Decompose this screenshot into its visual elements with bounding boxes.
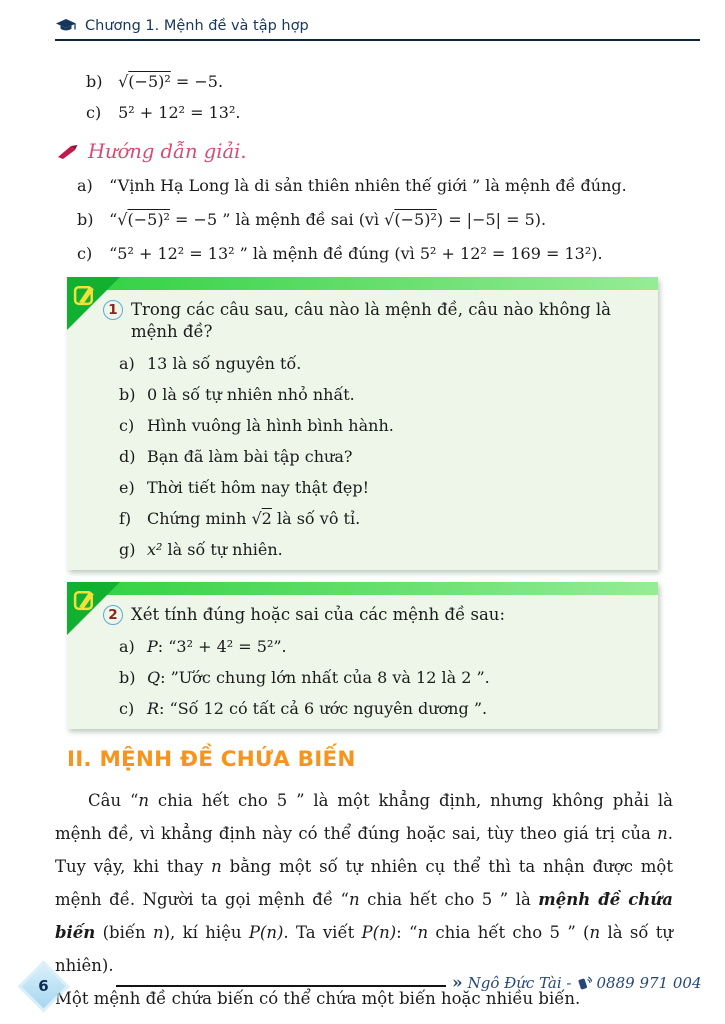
sqrt-sign: √: [251, 509, 262, 528]
page-number: 6: [38, 977, 49, 995]
section-heading: II. MỆNH ĐỀ CHỨA BIẾN: [67, 747, 356, 772]
radicand: (−5)²: [127, 210, 170, 229]
exercise-question: Xét tính đúng hoặc sai của các mệnh đề sau:: [131, 605, 505, 624]
exercise-item: [119, 353, 644, 374]
footer-marker: »: [452, 973, 463, 993]
math-variable: n: [589, 923, 601, 942]
item-text: : “3² + 4² = 5²”.: [157, 637, 287, 656]
exercise-1-question-row: [103, 299, 644, 343]
formula-rest: = −5.: [170, 72, 224, 91]
item-text: Hình vuông là hình bình hành.: [147, 416, 394, 435]
math-variable: P: [147, 637, 158, 656]
page-header: [55, 18, 700, 41]
math-expression: P(n): [361, 923, 397, 942]
math-expression: P(n): [248, 923, 284, 942]
guide-heading-text: Hướng dẫn giải.: [88, 140, 247, 163]
solution-line-a: [77, 175, 673, 197]
item-text: là số vô tỉ.: [271, 509, 361, 528]
item-label: b): [77, 210, 94, 229]
exercise-item: [119, 698, 644, 719]
solution-line-c: [77, 243, 673, 265]
exercise-item: [119, 477, 644, 498]
item-text: 0 là số tự nhiên nhỏ nhất.: [147, 385, 355, 404]
math-variable: n: [348, 890, 360, 909]
footer-credit: [452, 973, 702, 993]
intro-text: . Tuy vậy, khi thay: [55, 824, 673, 876]
solution-guide-heading: [57, 140, 673, 163]
solution-text: “Vịnh Hạ Long là di sản thiên nhiên thế giới ” là mệnh đề đúng.: [109, 176, 627, 195]
solution-text: “5² + 12² = 13² ” là mệnh đề đúng (vì 5² + 12² = 169 = 13²).: [109, 244, 603, 263]
recap-item-c: [86, 103, 673, 122]
math-variable: n: [417, 923, 429, 942]
item-text: Thời tiết hôm nay thật đẹp!: [147, 478, 370, 497]
exercise-item: [119, 446, 644, 467]
item-label: a): [119, 637, 135, 656]
footer-rule: [116, 985, 446, 987]
page-content: [55, 60, 673, 1015]
item-text: : “Số 12 có tất cả 6 ước nguyên dương ”.: [159, 699, 488, 718]
page-number-diamond: [22, 965, 66, 1009]
pencil-badge-icon: [72, 586, 99, 613]
exercise-2-question-row: [103, 604, 644, 626]
intro-text: ), kí hiệu: [163, 923, 249, 942]
intro-text: là số tự nhiên).: [55, 923, 673, 975]
credit-phone: 0889 971 004: [596, 974, 702, 992]
graduation-cap-icon: [55, 18, 77, 34]
pencil-badge-icon: [72, 281, 99, 308]
sqrt-sign: √: [117, 210, 128, 229]
exercise-box-2: [67, 582, 658, 729]
radicand: (−5)²: [394, 210, 437, 229]
credit-name: Ngô Đức Tài -: [467, 974, 572, 992]
box-top-bar: [67, 277, 658, 290]
item-text: Chứng minh: [147, 509, 252, 528]
item-label: g): [119, 540, 136, 559]
term-emphasis: mệnh đề chứa biến: [55, 890, 673, 942]
pen-nib-icon: [57, 144, 79, 160]
intro-paragraph-2: Một mệnh đề chứa biến có thể chứa một biến hoặc nhiều biến.: [55, 989, 581, 1008]
formula-text: 5² + 12² = 13².: [118, 103, 241, 122]
exercise-box-1: [67, 277, 658, 570]
item-label: d): [119, 447, 136, 466]
exercise-item: [119, 384, 644, 405]
math-variable: Q: [147, 668, 161, 687]
math-variable: n: [152, 923, 164, 942]
intro-text: chia hết cho 5 ” là một khẳng định, nhưng không phải là mệnh đề, vì khẳng định này có thể đúng hoặc sai, tùy theo giá trị của: [55, 791, 673, 843]
phone-icon: [577, 976, 592, 991]
item-label: b): [119, 385, 136, 404]
exercise-item: [119, 667, 644, 688]
math-variable: n: [138, 791, 150, 810]
exercise-number-badge: 2: [103, 605, 123, 625]
exercise-item: [119, 539, 644, 560]
item-text: 13 là số nguyên tố.: [147, 354, 302, 373]
intro-text: bằng một số tự nhiên cụ thể thì ta nhận được một mệnh đề. Người ta gọi mệnh đề “: [55, 857, 673, 909]
sqrt-sign: √: [118, 72, 129, 91]
item-label: c): [119, 416, 135, 435]
solution-text: ) = |−5| = 5).: [436, 210, 547, 229]
intro-text: : “: [396, 923, 418, 942]
item-label: a): [77, 176, 93, 195]
chapter-title: Chương 1. Mệnh đề và tập hợp: [85, 18, 309, 34]
item-label: c): [86, 103, 102, 122]
exercise-item: [119, 508, 644, 529]
intro-text: Câu “: [88, 791, 139, 810]
intro-text: (biến: [95, 923, 153, 942]
item-text: Bạn đã làm bài tập chưa?: [147, 447, 353, 466]
intro-text: . Ta viết: [283, 923, 362, 942]
math-variable: n: [657, 824, 668, 843]
sqrt-sign: √: [384, 210, 395, 229]
item-label: f): [119, 509, 132, 528]
solution-text: = −5 ” là mệnh đề sai (vì: [169, 210, 385, 229]
item-text: là số tự nhiên.: [162, 540, 283, 559]
item-label: e): [119, 478, 135, 497]
radicand: (−5)²: [128, 72, 171, 91]
item-label: c): [119, 699, 135, 718]
recap-item-b: [86, 72, 673, 91]
item-label: a): [119, 354, 135, 373]
box-top-bar: [67, 582, 658, 595]
math-variable: n: [211, 857, 222, 876]
math-variable: R: [147, 699, 160, 718]
math-variable: x²: [147, 540, 163, 559]
item-text: : ”Ước chung lớn nhất của 8 và 12 là 2 ”.: [160, 668, 490, 687]
item-label: c): [77, 244, 93, 263]
solution-line-b: [77, 209, 673, 231]
exercise-number-badge: 1: [103, 300, 123, 320]
radicand: 2: [261, 509, 272, 528]
exercise-item: [119, 415, 644, 436]
item-label: b): [119, 668, 136, 687]
intro-text: chia hết cho 5 ” (: [428, 923, 590, 942]
intro-paragraph: [55, 784, 673, 982]
item-label: b): [86, 72, 103, 91]
exercise-item: [119, 636, 644, 657]
exercise-question: Trong các câu sau, câu nào là mệnh đề, câu nào không là mệnh đề?: [131, 300, 611, 341]
intro-text: chia hết cho 5 ” là: [359, 890, 539, 909]
open-quote: “: [109, 210, 118, 229]
